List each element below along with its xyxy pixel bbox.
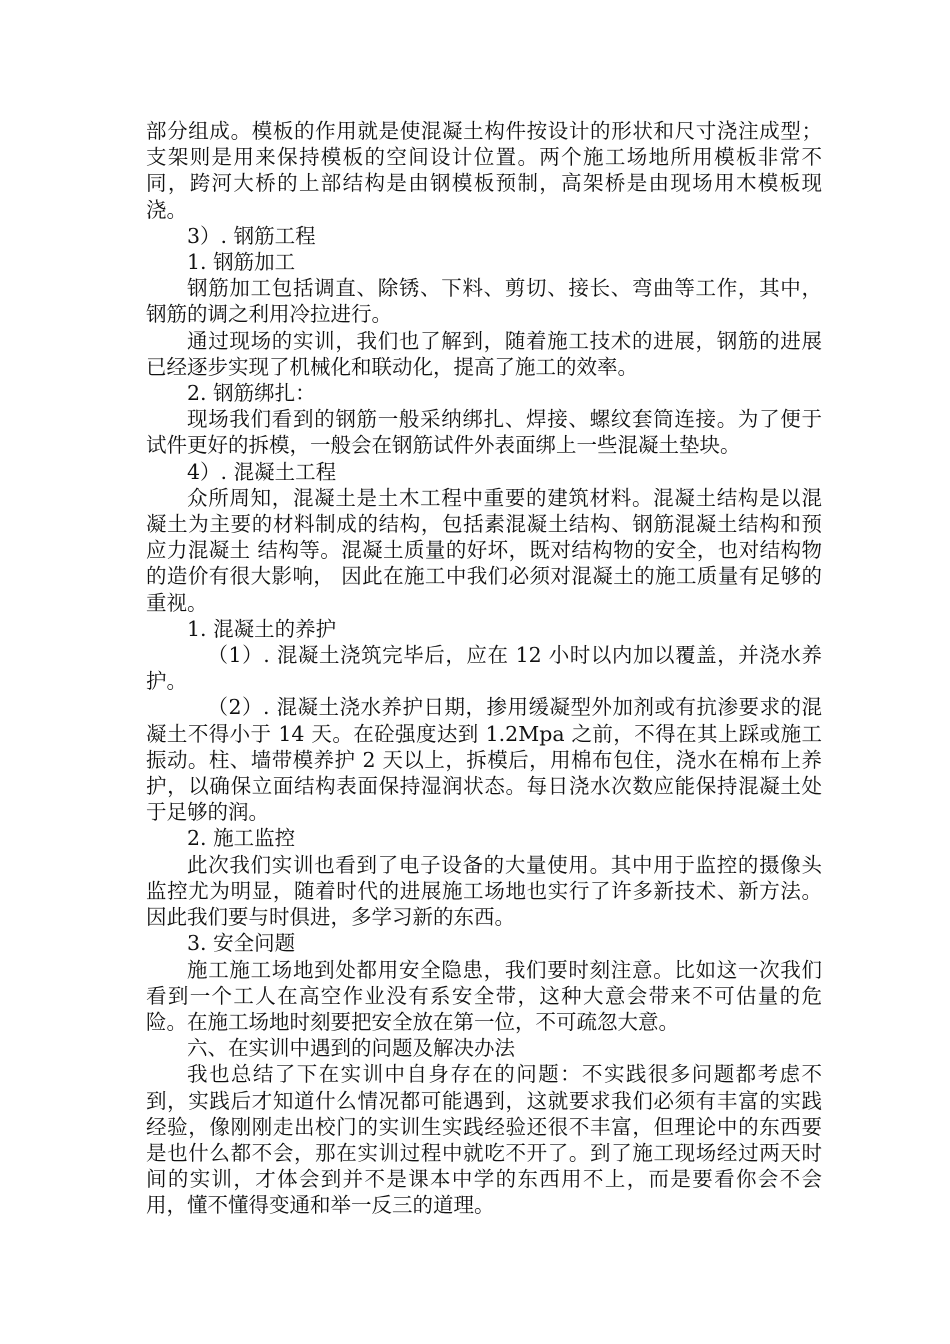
paragraph-curing-item-2: （2）. 混凝土浇水养护日期，掺用缓凝型外加剂或有抗渗要求的混凝土不得小于 14 天。在砼强度达到 1.2Mpa 之前，不得在其上踩或施工振动。柱、墙带模养护 2 天以上，拆模后，用棉布包住，浇水在棉布上养护，以确保立面结构表面保持湿润状态。每日浇水次数应能保持混凝土处于足够的润。 [146, 695, 822, 825]
heading-rebar-engineering: 3）. 钢筋工程 [187, 223, 316, 248]
subheading-construction-monitoring: 2. 施工监控 [187, 826, 296, 851]
document-body [146, 118, 822, 1219]
heading-concrete-engineering: 4）. 混凝土工程 [187, 459, 337, 484]
subheading-concrete-curing: 1. 混凝土的养护 [187, 616, 337, 641]
paragraph-safety-issues: 施工施工场地到处都用安全隐患，我们要时刻注意。比如这一次我们看到一个工人在高空作业没有系安全带，这种大意会带来不可估量的危险。在施工场地时刻要把安全放在第一位，不可疏忽大意。 [146, 957, 822, 1034]
paragraph-concrete-intro: 众所周知，混凝土是土木工程中重要的建筑材料。混凝土结构是以混凝土为主要的材料制成的结构，包括素混凝土结构、钢筋混凝土结构和预应力混凝土 结构等。混凝土质量的好坏，既对结构物的安全，也对结构物的造价有很大影响， 因此在施工中我们必须对混凝土的施工质量有足够的重视。 [146, 485, 822, 615]
paragraph-rebar-progress: 通过现场的实训，我们也了解到，随着施工技术的进展，钢筋的进展已经逐步实现了机械化和联动化，提高了施工的效率。 [146, 328, 822, 379]
paragraph-rebar-binding: 现场我们看到的钢筋一般采纳绑扎、焊接、螺纹套筒连接。为了便于试件更好的拆模，一般会在钢筋试件外表面绑上一些混凝土垫块。 [146, 407, 822, 458]
paragraph-rebar-processing: 钢筋加工包括调直、除锈、下料、剪切、接长、弯曲等工作，其中，钢筋的调之利用冷拉进行。 [146, 276, 822, 327]
paragraph-construction-monitoring: 此次我们实训也看到了电子设备的大量使用。其中用于监控的摄像头监控尤为明显，随着时代的进展施工场地也实行了许多新技术、新方法。因此我们要与时俱进，多学习新的东西。 [146, 852, 822, 930]
subheading-rebar-binding: 2. 钢筋绑扎： [187, 381, 316, 406]
subheading-rebar-processing: 1. 钢筋加工 [187, 250, 296, 275]
paragraph-problems-solutions: 我也总结了下在实训中自身存在的问题：不实践很多问题都考虑不到，实践后才知道什么情况都可能遇到，这就要求我们必须有丰富的实践经验，像刚刚走出校门的实训生实践经验还很不丰富，但理论中的东西要是也什么都不会，那在实训过程中就吃不开了。到了施工现场经过两天时间的实训，才体会到并不是课本中学的东西用不上，而是要看你会不会用，懂不懂得变通和举一反三的道理。 [146, 1062, 822, 1218]
subheading-safety-issues: 3. 安全问题 [187, 931, 296, 956]
paragraph-curing-item-1: （1）. 混凝土浇筑完毕后，应在 12 小时以内加以覆盖，并浇水养护。 [146, 643, 822, 694]
paragraph-formwork-continued: 部分组成。模板的作用就是使混凝土构件按设计的形状和尺寸浇注成型；支架则是用来保持模板的空间设计位置。两个施工场地所用模板非常不同，跨河大桥的上部结构是由钢模板预制，高架桥是由现场用木模板现浇。 [146, 119, 822, 222]
heading-problems-solutions: 六、在实训中遇到的问题及解决办法 [187, 1036, 515, 1061]
